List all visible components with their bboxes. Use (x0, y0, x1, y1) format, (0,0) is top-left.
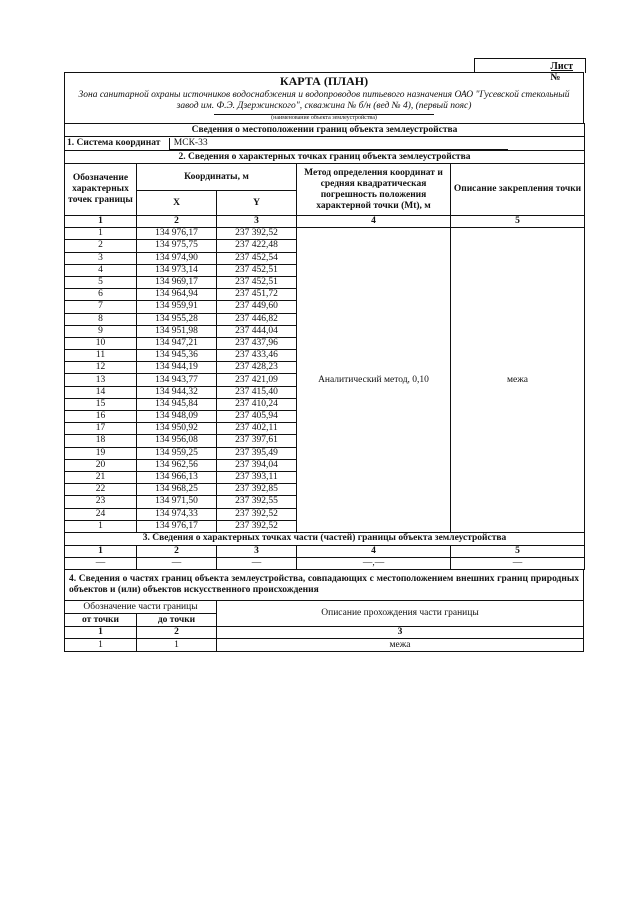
cell-point: 9 (65, 325, 137, 337)
cell-x: 134 951,98 (137, 325, 217, 337)
cell-point: 6 (65, 289, 137, 301)
cell-y: 237 392,52 (217, 520, 297, 532)
method-cell: Аналитический метод, 0,10 (297, 228, 451, 533)
s3-col-num-2: 2 (137, 545, 217, 557)
s4-col-num-2: 2 (137, 627, 217, 639)
col-num-2: 2 (137, 216, 217, 228)
cell-point: 5 (65, 276, 137, 288)
section4-table (64, 569, 584, 651)
cell-x: 134 955,28 (137, 313, 217, 325)
cell-x: 134 944,32 (137, 386, 217, 398)
cell-point: 22 (65, 484, 137, 496)
description-cell: межа (451, 228, 585, 533)
cell-x: 134 974,33 (137, 508, 217, 520)
cell-x: 134 944,19 (137, 362, 217, 374)
cell-point: 17 (65, 423, 137, 435)
col-x-header: X (137, 191, 217, 216)
cell-point: 19 (65, 447, 137, 459)
cell-x: 134 966,13 (137, 471, 217, 483)
cell-x: 134 975,75 (137, 240, 217, 252)
col-method-header: Метод определения координат и средняя квадратическая погрешность положения характерной точки (Mt), м (297, 164, 451, 216)
cell-y: 237 394,04 (217, 459, 297, 471)
cell-y: 237 437,96 (217, 337, 297, 349)
cell-y: 237 421,09 (217, 374, 297, 386)
cell-y: 237 433,46 (217, 350, 297, 362)
s3-dash-4: —,— (297, 558, 451, 570)
cell-y: 237 405,94 (217, 411, 297, 423)
cell-y: 237 397,61 (217, 435, 297, 447)
cell-point: 18 (65, 435, 137, 447)
s3-dash-1: — (65, 558, 137, 570)
cell-x: 134 959,25 (137, 447, 217, 459)
cell-point: 20 (65, 459, 137, 471)
cell-point: 1 (65, 520, 137, 532)
cell-y: 237 393,11 (217, 471, 297, 483)
cell-point: 21 (65, 471, 137, 483)
coord-system-value: МСК-33 (169, 138, 508, 150)
naming-caption: (наименование объекта землеустройства) (214, 114, 434, 122)
s3-dash-3: — (217, 558, 297, 570)
cell-y: 237 452,51 (217, 276, 297, 288)
col-coords-header: Координаты, м (137, 164, 297, 191)
cell-y: 237 395,49 (217, 447, 297, 459)
cell-point: 14 (65, 386, 137, 398)
cell-y: 237 415,40 (217, 386, 297, 398)
s4-col-from-header: от точки (65, 614, 137, 627)
section2-title: 2. Сведения о характерных точках границ объекта землеустройства (65, 151, 585, 164)
s4-col-part-header: Обозначение части границы (65, 601, 217, 614)
col-num-5: 5 (451, 216, 585, 228)
cell-x: 134 973,14 (137, 264, 217, 276)
cell-point: 2 (65, 240, 137, 252)
col-num-1: 1 (65, 216, 137, 228)
s3-col-num-4: 4 (297, 545, 451, 557)
cell-x: 134 969,17 (137, 276, 217, 288)
sheet-number-box (474, 58, 586, 83)
s4-row-desc: межа (217, 639, 584, 651)
s4-col-to-header: до точки (137, 614, 217, 627)
cell-point: 4 (65, 264, 137, 276)
s4-col-desc-header: Описание прохождения части границы (217, 601, 584, 627)
document-subtitle: Зона санитарной охраны источников водоснабжения и водопроводов питьевого назначения ОАО "Гусевской стекольный завод им. Ф.Э. Дзержинского", скважина № б/н (вед № 4), (первый пояс) (78, 90, 570, 111)
cell-y: 237 392,55 (217, 496, 297, 508)
cell-y: 237 446,82 (217, 313, 297, 325)
coord-system-row (65, 137, 585, 151)
cell-x: 134 964,94 (137, 289, 217, 301)
cell-y: 237 452,51 (217, 264, 297, 276)
s3-col-num-3: 3 (217, 545, 297, 557)
sheet-number-blank (551, 61, 573, 71)
cell-x: 134 962,56 (137, 459, 217, 471)
cell-point: 1 (65, 228, 137, 240)
cell-y: 237 392,52 (217, 228, 297, 240)
cell-point: 13 (65, 374, 137, 386)
cell-y: 237 410,24 (217, 398, 297, 410)
section3-title: 3. Сведения о характерных точках части (частей) границы объекта землеустройства (65, 532, 585, 545)
cell-point: 24 (65, 508, 137, 520)
col-num-3: 3 (217, 216, 297, 228)
cell-x: 134 947,21 (137, 337, 217, 349)
cell-y: 237 422,48 (217, 240, 297, 252)
cell-y: 237 444,04 (217, 325, 297, 337)
s3-col-num-1: 1 (65, 545, 137, 557)
cell-point: 23 (65, 496, 137, 508)
sheet-label: Лист № (550, 61, 573, 83)
cell-x: 134 974,90 (137, 252, 217, 264)
table-row (65, 228, 585, 240)
cell-point: 15 (65, 398, 137, 410)
document-title: КАРТА (ПЛАН) (279, 74, 369, 88)
col-point-header: Обозначение характерных точек границы (65, 164, 137, 216)
document-header (64, 72, 584, 123)
col-y-header: Y (217, 191, 297, 216)
location-table (64, 123, 585, 570)
section4-title: 4. Сведения о частях границ объекта землеустройства, совпадающих с местоположением внешних границ природных объектов и (или) объектов искусственного происхождения (65, 570, 584, 601)
coord-system-label: 1. Система координат (67, 137, 161, 148)
section-location-title: Сведения о местоположении границ объекта землеустройства (65, 124, 585, 137)
s4-row-to: 1 (137, 639, 217, 651)
cell-x: 134 956,08 (137, 435, 217, 447)
s4-col-num-3: 3 (217, 627, 584, 639)
cell-x: 134 976,17 (137, 228, 217, 240)
cell-y: 237 402,11 (217, 423, 297, 435)
cell-x: 134 971,50 (137, 496, 217, 508)
cell-x: 134 968,25 (137, 484, 217, 496)
cell-x: 134 943,77 (137, 374, 217, 386)
cell-y: 237 449,60 (217, 301, 297, 313)
cell-point: 16 (65, 411, 137, 423)
s3-dash-2: — (137, 558, 217, 570)
cell-point: 8 (65, 313, 137, 325)
col-desc-header: Описание закрепления точки (451, 164, 585, 216)
cell-point: 3 (65, 252, 137, 264)
cell-point: 11 (65, 350, 137, 362)
points-body (65, 228, 585, 533)
cell-point: 10 (65, 337, 137, 349)
cell-y: 237 452,54 (217, 252, 297, 264)
cell-point: 12 (65, 362, 137, 374)
cell-x: 134 976,17 (137, 520, 217, 532)
s3-col-num-5: 5 (451, 545, 585, 557)
cell-point: 7 (65, 301, 137, 313)
cell-y: 237 451,72 (217, 289, 297, 301)
cell-x: 134 945,84 (137, 398, 217, 410)
map-plan-form (64, 72, 584, 652)
cell-x: 134 950,92 (137, 423, 217, 435)
col-num-4: 4 (297, 216, 451, 228)
cell-x: 134 945,36 (137, 350, 217, 362)
s3-dash-5: — (451, 558, 585, 570)
s4-col-num-1: 1 (65, 627, 137, 639)
cell-y: 237 392,85 (217, 484, 297, 496)
cell-y: 237 428,23 (217, 362, 297, 374)
cell-x: 134 959,91 (137, 301, 217, 313)
cell-x: 134 948,09 (137, 411, 217, 423)
s4-row-from: 1 (65, 639, 137, 651)
cell-y: 237 392,52 (217, 508, 297, 520)
